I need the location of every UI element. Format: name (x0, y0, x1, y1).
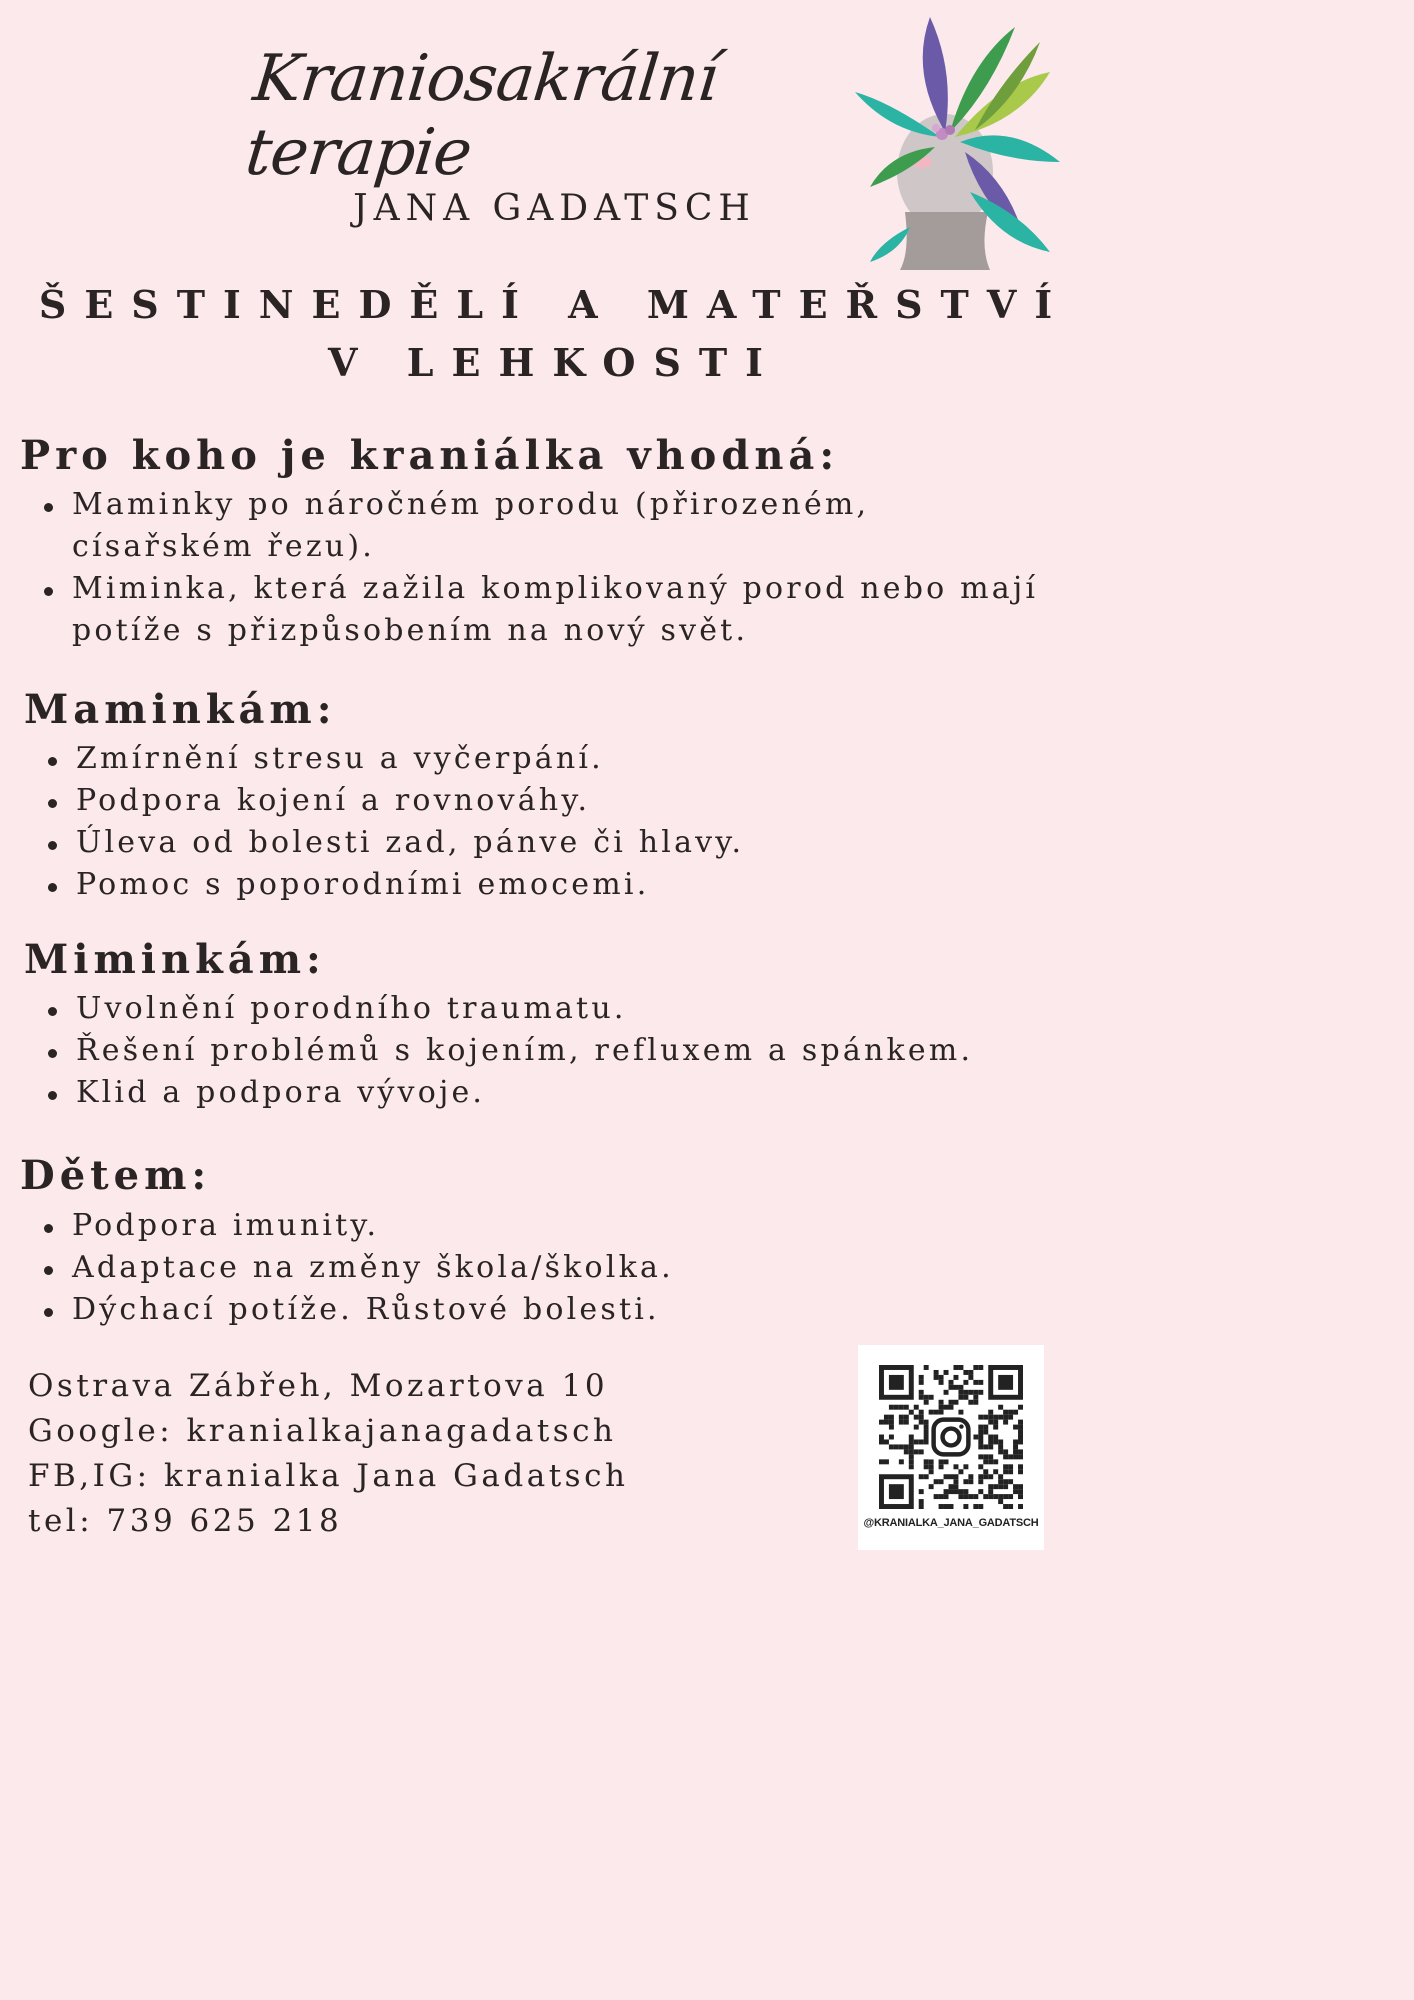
list-item: Podpora kojení a rovnováhy. (46, 780, 744, 822)
qr-caption: @KRANIALKA_JANA_GADATSCH (863, 1517, 1039, 1529)
social-handle: FB,IG: kranialka Jana Gadatsch (28, 1458, 629, 1494)
main-heading (0, 276, 1109, 392)
address: Ostrava Zábřeh, Mozartova 10 (28, 1368, 609, 1404)
main-heading-line-1: ŠESTINEDĚLÍ A MATEŘSTVÍ (38, 282, 1071, 327)
list-item: Klid a podpora vývoje. (46, 1072, 973, 1114)
google-handle: Google: kranialkajanagadatsch (28, 1413, 617, 1449)
list-item: Zmírnění stresu a vyčerpání. (46, 738, 744, 780)
mothers-list (46, 738, 744, 906)
phone-number: tel: 739 625 218 (28, 1503, 343, 1539)
list-item: Podpora imunity. (42, 1205, 674, 1247)
qr-card (858, 1345, 1044, 1550)
list-item: Řešení problémů s kojením, refluxem a spánkem. (46, 1030, 973, 1072)
section-heading-babies: Miminkám: (24, 936, 326, 983)
list-item: Uvolnění porodního traumatu. (46, 988, 973, 1030)
section-heading-mothers: Maminkám: (24, 686, 337, 733)
section-heading-children: Dětem: (20, 1152, 212, 1199)
plant-bust-illustration (850, 12, 1070, 274)
list-item: Dýchací potíže. Růstové bolesti. (42, 1289, 674, 1331)
for-whom-list (42, 484, 1038, 652)
list-item: Maminky po náročném porodu (přirozeném, císařském řezu). (42, 484, 1038, 568)
script-title: Kraniosakrální terapie (242, 42, 722, 190)
therapist-name: JANA GADATSCH (353, 188, 756, 229)
qr-code (879, 1365, 1023, 1509)
list-item: Pomoc s poporodními emocemi. (46, 864, 744, 906)
section-heading-for-whom: Pro koho je kraniálka vhodná: (20, 432, 840, 479)
babies-list (46, 988, 973, 1114)
contact-block (28, 1364, 628, 1544)
children-list (42, 1205, 674, 1331)
instagram-icon (929, 1415, 974, 1460)
list-item: Miminka, která zažila komplikovaný porod nebo mají potíže s přizpůsobením na nový svět. (42, 568, 1038, 652)
main-heading-line-2: V LEHKOSTI (328, 340, 781, 385)
list-item: Úleva od bolesti zad, pánve či hlavy. (46, 822, 744, 864)
list-item: Adaptace na změny škola/školka. (42, 1247, 674, 1289)
